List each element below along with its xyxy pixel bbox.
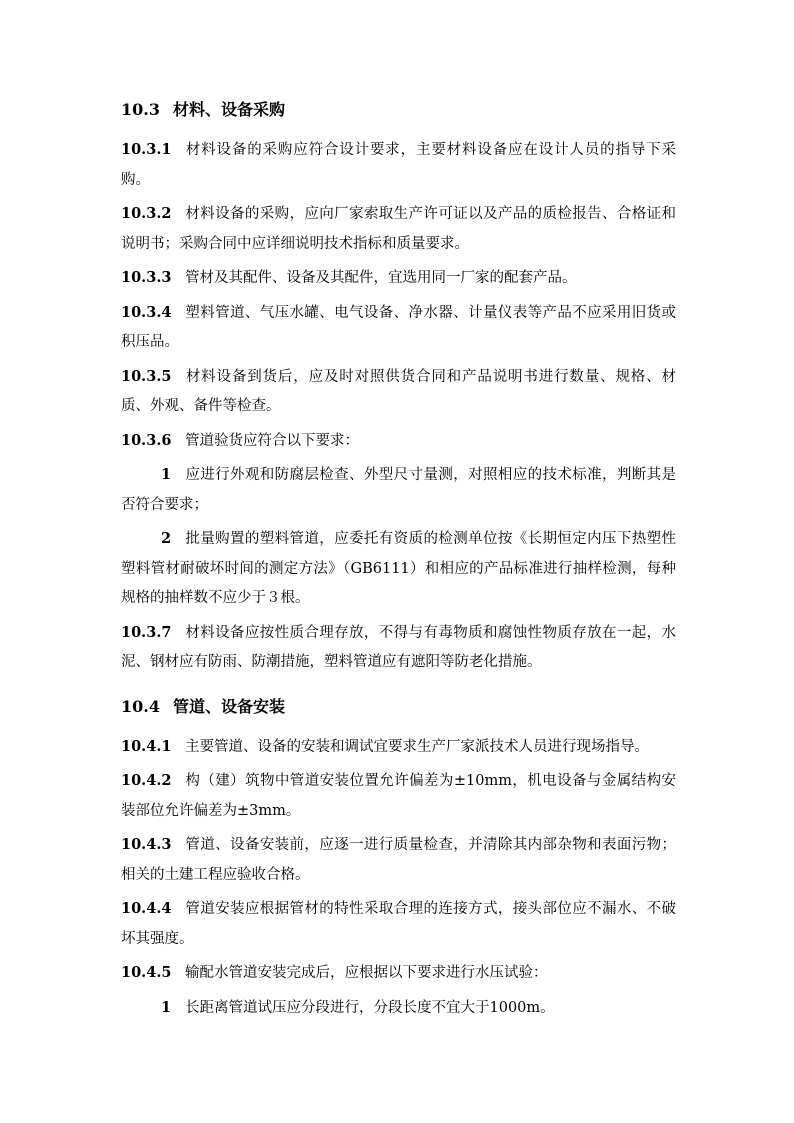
clause-text: 管道安装应根据管材的特性采取合理的连接方式，接头部位应不漏水、不破坏其强度。 <box>121 901 676 947</box>
clause-10-4-5 <box>121 958 676 989</box>
document-page <box>121 95 676 1027</box>
list-item-number: 1 <box>161 466 172 483</box>
clause-10-3-1 <box>121 135 676 195</box>
clause-number: 10.4.5 <box>121 964 172 981</box>
clause-number: 10.3.5 <box>121 367 172 385</box>
clause-text: 塑料管道、气压水罐、电气设备、净水器、计量仪表等产品不应采用旧货或积压品。 <box>121 304 676 350</box>
clause-text: 管材及其配件、设备及其配件，宜选用同一厂家的配套产品。 <box>185 270 577 286</box>
section-heading <box>121 95 676 125</box>
clause-10-4-3 <box>121 830 676 890</box>
clause-number: 10.3.7 <box>121 623 172 641</box>
list-item-text: 批量购置的塑料管道，应委托有资质的检测单位按《长期恒定内压下热塑性塑料管材耐破坏时间的测定方法》（GB6111）和相应的产品标准进行抽样检测，每种规格的抽样数不应少于３根。 <box>121 531 676 606</box>
clause-number: 10.4.4 <box>121 900 172 917</box>
clause-number: 10.4.2 <box>121 772 172 789</box>
section-heading <box>121 692 676 722</box>
clause-text: 主要管道、设备的安装和调试宜要求生产厂家派技术人员进行现场指导。 <box>185 738 649 755</box>
clause-number: 10.3.1 <box>121 141 172 158</box>
section-title: 管道、设备安装 <box>173 696 286 716</box>
clause-text: 输配水管道安装完成后，应根据以下要求进行水压试验： <box>185 965 548 981</box>
section-title: 材料、设备采购 <box>173 100 286 119</box>
clause-text: 管道验货应符合以下要求： <box>185 432 359 449</box>
clause-number: 10.4.1 <box>121 737 172 755</box>
list-item <box>121 993 676 1024</box>
clause-text: 构（建）筑物中管道安装位置允许偏差为±10mm，机电设备与金属结构安装部位允许偏差为±3mm。 <box>121 773 676 819</box>
clause-number: 10.4.3 <box>121 836 172 853</box>
clause-text: 材料设备的采购应符合设计要求，主要材料设备应在设计人员的指导下采购。 <box>121 142 676 188</box>
section-number: 10.4 <box>121 696 160 716</box>
clause-text: 材料设备应按性质合理存放，不得与有毒物质和腐蚀性物质存放在一起，水泥、钢材应有防雨、防潮措施，塑料管道应有遮阳等防老化措施。 <box>121 624 676 670</box>
list-item-number: 1 <box>161 998 172 1016</box>
clause-10-3-5 <box>121 362 676 422</box>
clause-10-3-6 <box>121 426 676 457</box>
list-item-text: 长距离管道试压应分段进行，分段长度不宜大于1000m。 <box>185 999 555 1016</box>
list-item-number: 2 <box>161 530 172 547</box>
clause-text: 材料设备的采购，应向厂家索取生产许可证以及产品的质检报告、合格证和说明书；采购合同中应详细说明技术指标和质量要求。 <box>121 206 676 252</box>
clause-10-3-2 <box>121 199 676 259</box>
clause-text: 管道、设备安装前，应逐一进行质量检查，并清除其内部杂物和表面污物；相关的土建工程应验收合格。 <box>121 837 676 883</box>
list-item <box>121 460 676 520</box>
list-item-text: 应进行外观和防腐层检查、外型尺寸量测，对照相应的技术标准，判断其是否符合要求； <box>121 467 676 513</box>
clause-number: 10.3.3 <box>121 269 172 286</box>
clause-number: 10.3.2 <box>121 205 172 222</box>
clause-10-4-2 <box>121 766 676 826</box>
clause-number: 10.3.4 <box>121 303 172 321</box>
section-number: 10.3 <box>121 100 160 119</box>
clause-10-3-3 <box>121 263 676 294</box>
clause-text: 材料设备到货后，应及时对照供货合同和产品说明书进行数量、规格、材质、外观、备件等检查。 <box>121 368 676 414</box>
clause-10-4-1 <box>121 732 676 763</box>
clause-10-3-7 <box>121 618 676 678</box>
clause-10-3-4 <box>121 298 676 358</box>
list-item <box>121 524 676 614</box>
clause-10-4-4 <box>121 894 676 954</box>
clause-number: 10.3.6 <box>121 431 172 449</box>
